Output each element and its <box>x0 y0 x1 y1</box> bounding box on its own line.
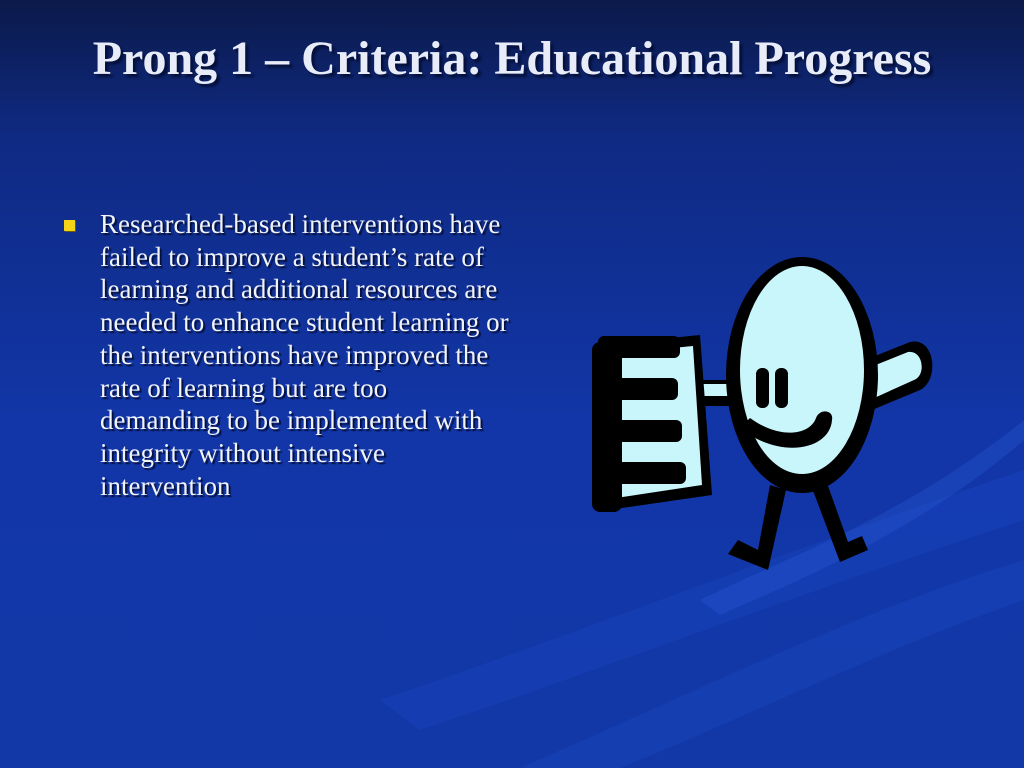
bullet-item <box>60 208 510 502</box>
walking-spoon-fork-character-icon <box>590 250 950 590</box>
square-bullet-icon <box>64 220 75 231</box>
slide-title: Prong 1 – Criteria: Educational Progress <box>92 32 932 85</box>
bullet-text: Researched-based interventions have failed to improve a student’s rate of learning and additional resources are needed to enhance student learning or the interventions have improved the rate of learning but are too demanding to be implemented with integrity without intensive intervention <box>100 209 509 501</box>
bullet-list <box>60 208 510 502</box>
